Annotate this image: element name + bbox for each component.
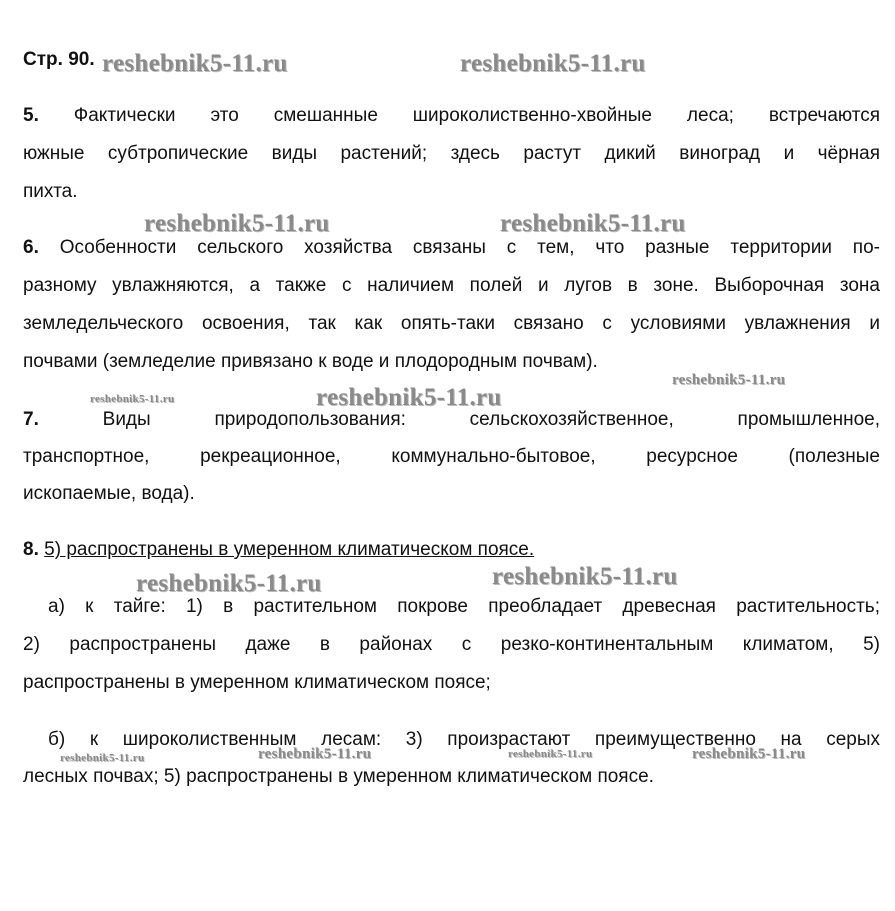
- q5-line: 5. Фактически это смешанные широколиственно-хвойные леса; встречаются: [23, 105, 881, 126]
- watermark: reshebnik5-11.ru: [136, 570, 322, 597]
- watermark: reshebnik5-11.ru: [102, 50, 288, 77]
- q5-line: южные субтропические виды растений; здесь растут дикий виноград и чёрная: [23, 143, 880, 164]
- watermark: reshebnik5-11.ru: [60, 752, 145, 764]
- watermark: reshebnik5-11.ru: [316, 384, 502, 411]
- q5-number: 5.: [23, 105, 39, 126]
- q8a-line: а) к тайге: 1) в растительном покрове преобладает древесная растительность;: [48, 596, 880, 617]
- q6-line: почвами (земледелие привязано к воде и плодородным почвам).: [23, 351, 598, 372]
- q8a-line: 2) распространены даже в районах с резко-континентальным климатом, 5): [23, 634, 880, 655]
- q6-line: земледельческого освоения, так как опять-таки связано с условиями увлажнения и: [23, 313, 880, 334]
- watermark: reshebnik5-11.ru: [90, 393, 175, 405]
- q7-number: 7.: [23, 409, 39, 430]
- q6-line: разному увлажняются, а также с наличием полей и лугов в зоне. Выборочная зона: [23, 275, 880, 296]
- q8-line: [23, 538, 880, 562]
- watermark: reshebnik5-11.ru: [258, 746, 372, 762]
- q5-line: пихта.: [23, 181, 78, 202]
- q7-line: ископаемые, вода).: [23, 483, 195, 504]
- q6-number: 6.: [23, 237, 39, 258]
- q8-number: 8.: [23, 539, 39, 560]
- watermark: reshebnik5-11.ru: [460, 50, 646, 77]
- q8b-line: б) к широколиственным лесам: 3) произрастают преимущественно на серых: [48, 729, 880, 750]
- q7-line: транспортное, рекреационное, коммунально-бытовое, ресурсное (полезные: [23, 446, 880, 467]
- watermark: reshebnik5-11.ru: [672, 372, 786, 388]
- page-heading: Стр. 90.: [23, 49, 95, 70]
- q6-line: 6. Особенности сельского хозяйства связаны с тем, что разные территории по-: [23, 237, 880, 258]
- q8-answer: 5) распространены в умеренном климатическом поясе.: [44, 539, 535, 560]
- q7-line: 7. Виды природопользования: сельскохозяйственное, промышленное,: [23, 409, 880, 430]
- watermark: reshebnik5-11.ru: [492, 563, 678, 590]
- watermark: reshebnik5-11.ru: [500, 210, 686, 237]
- watermark: reshebnik5-11.ru: [144, 210, 330, 237]
- watermark: reshebnik5-11.ru: [692, 746, 806, 762]
- q8a-line: распространены в умеренном климатическом поясе;: [23, 672, 491, 693]
- q8b-line: лесных почвах; 5) распространены в умеренном климатическом поясе.: [23, 766, 654, 787]
- watermark: reshebnik5-11.ru: [508, 748, 593, 760]
